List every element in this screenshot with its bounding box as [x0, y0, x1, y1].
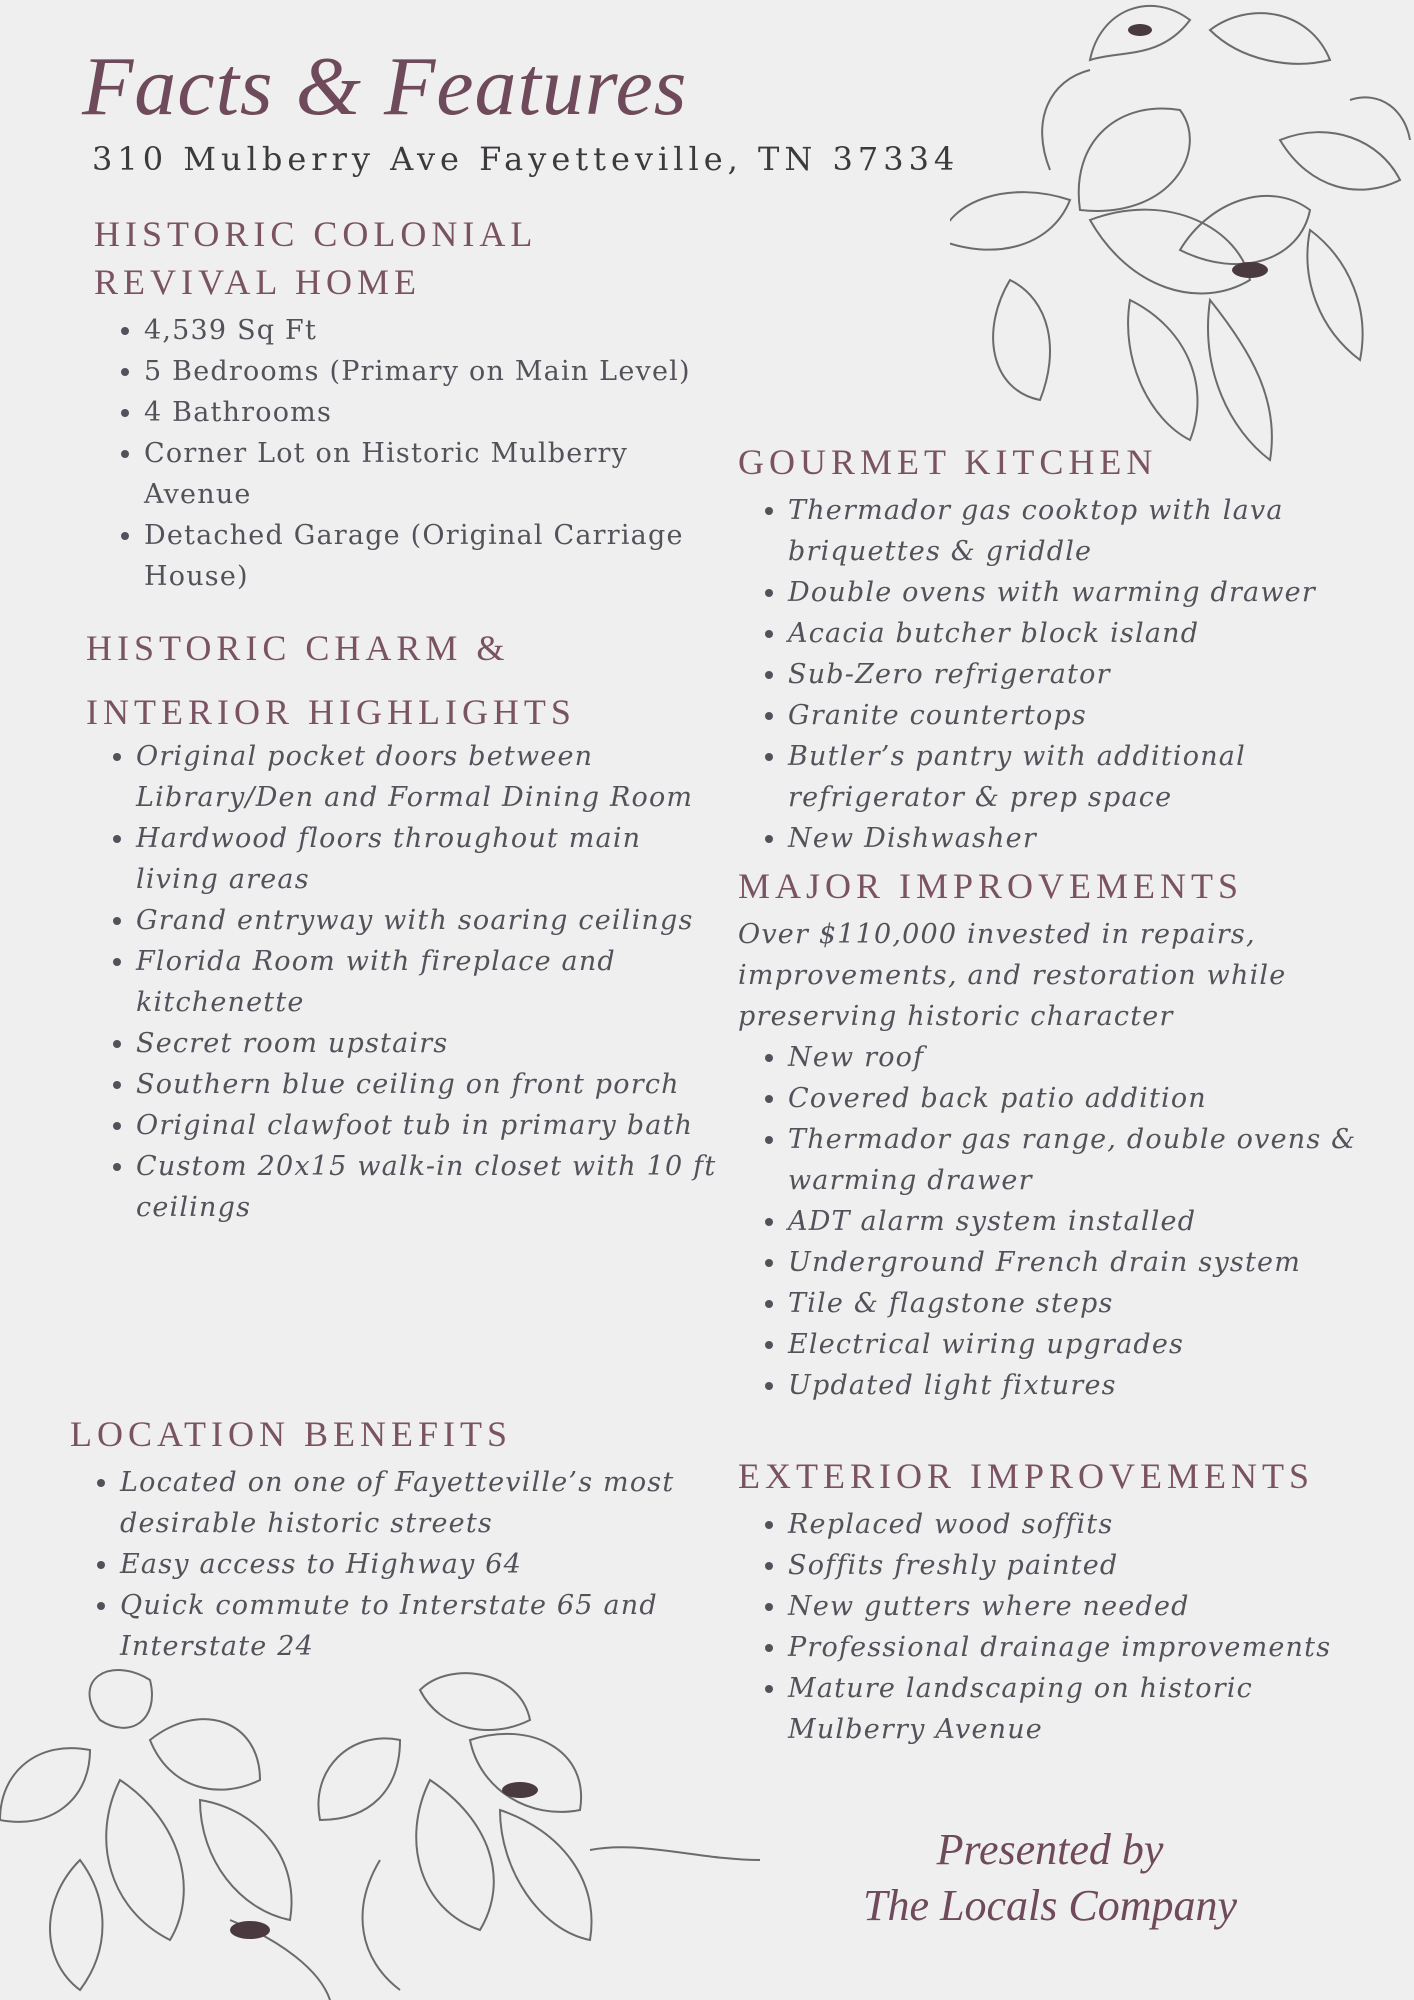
list-item: • New gutters where needed [788, 1586, 1388, 1627]
list-item: • Custom 20x15 walk-in closet with 10 ft ceilings [136, 1146, 726, 1228]
list-item: • Double ovens with warming drawer [788, 572, 1388, 613]
list-item: • Tile & flagstone steps [788, 1283, 1388, 1324]
heading-line-1: HISTORIC COLONIAL [94, 214, 538, 254]
list-item: • Sub-Zero refrigerator [788, 654, 1388, 695]
improvements-intro: Over $110,000 invested in repairs, improvements, and restoration while preserving historic character [738, 919, 1287, 1032]
feature-list [738, 1037, 1388, 1406]
list-item: • 5 Bedrooms (Primary on Main Level) [144, 351, 734, 392]
property-address: 310 Mulberry Ave Fayetteville, TN 37334 [92, 140, 960, 178]
feature-list [94, 310, 734, 597]
feature-list [738, 1504, 1388, 1750]
section-heading [86, 616, 726, 744]
list-item: • Replaced wood soffits [788, 1504, 1388, 1545]
list-item: • Grand entryway with soaring ceilings [136, 900, 726, 941]
presented-line-2: The Locals Company [863, 1881, 1237, 1930]
list-item: • New roof [788, 1037, 1388, 1078]
list-item: • Soffits freshly painted [788, 1545, 1388, 1586]
section-heading: EXTERIOR IMPROVEMENTS [738, 1456, 1315, 1496]
section-major-improvements [738, 862, 1388, 1406]
list-item: • Acacia butcher block island [788, 613, 1388, 654]
list-item: • Southern blue ceiling on front porch [136, 1064, 726, 1105]
list-item: • Underground French drain system [788, 1242, 1388, 1283]
section-gourmet-kitchen [738, 438, 1388, 859]
list-item: • Granite countertops [788, 695, 1388, 736]
list-item: • Detached Garage (Original Carriage House) [144, 515, 734, 597]
section-heading: LOCATION BENEFITS [70, 1414, 512, 1454]
magnolia-flower-illustration-bottom-left [0, 1660, 780, 2000]
list-item: • Hardwood floors throughout main living areas [136, 818, 726, 900]
list-item: • Updated light fixtures [788, 1365, 1388, 1406]
list-item: • Thermador gas cooktop with lava briquettes & griddle [788, 490, 1388, 572]
heading-line-2: REVIVAL HOME [94, 262, 421, 302]
list-item: • Corner Lot on Historic Mulberry Avenue [144, 433, 734, 515]
section-heading [94, 210, 734, 306]
list-item: • Mature landscaping on historic Mulberry Avenue [788, 1668, 1388, 1750]
list-item: • Thermador gas range, double ovens & warming drawer [788, 1119, 1388, 1201]
section-location-benefits [70, 1410, 720, 1667]
presented-line-1: Presented by [936, 1825, 1164, 1874]
list-item: • Electrical wiring upgrades [788, 1324, 1388, 1365]
list-item: • Professional drainage improvements [788, 1627, 1388, 1668]
heading-line-2: INTERIOR HIGHLIGHTS [86, 692, 576, 732]
magnolia-flower-illustration-top-right [950, 0, 1414, 480]
list-item: • Located on one of Fayetteville’s most desirable historic streets [120, 1462, 720, 1544]
list-item: • New Dishwasher [788, 818, 1388, 859]
feature-list [86, 736, 726, 1228]
heading-line-1: HISTORIC CHARM & [86, 628, 510, 668]
list-item: • Florida Room with fireplace and kitchenette [136, 941, 726, 1023]
list-item: • Covered back patio addition [788, 1078, 1388, 1119]
section-historic-charm [86, 616, 726, 1228]
list-item: • ADT alarm system installed [788, 1201, 1388, 1242]
list-item: • Easy access to Highway 64 [120, 1544, 720, 1585]
list-item: • 4 Bathrooms [144, 392, 734, 433]
feature-list [70, 1462, 720, 1667]
list-item: • Secret room upstairs [136, 1023, 726, 1064]
page-title: Facts & Features [82, 40, 688, 133]
section-heading: GOURMET KITCHEN [738, 442, 1158, 482]
presented-by-signature [850, 1822, 1250, 1934]
section-exterior-improvements [738, 1452, 1388, 1750]
list-item: • Original pocket doors between Library/Den and Formal Dining Room [136, 736, 726, 818]
section-historic-colonial-revival-home [94, 210, 734, 597]
list-item: • Butler’s pantry with additional refrigerator & prep space [788, 736, 1388, 818]
list-item: • Quick commute to Interstate 65 and Interstate 24 [120, 1585, 720, 1667]
list-item: • 4,539 Sq Ft [144, 310, 734, 351]
feature-list [738, 490, 1388, 859]
section-heading: MAJOR IMPROVEMENTS [738, 866, 1244, 906]
list-item: • Original clawfoot tub in primary bath [136, 1105, 726, 1146]
